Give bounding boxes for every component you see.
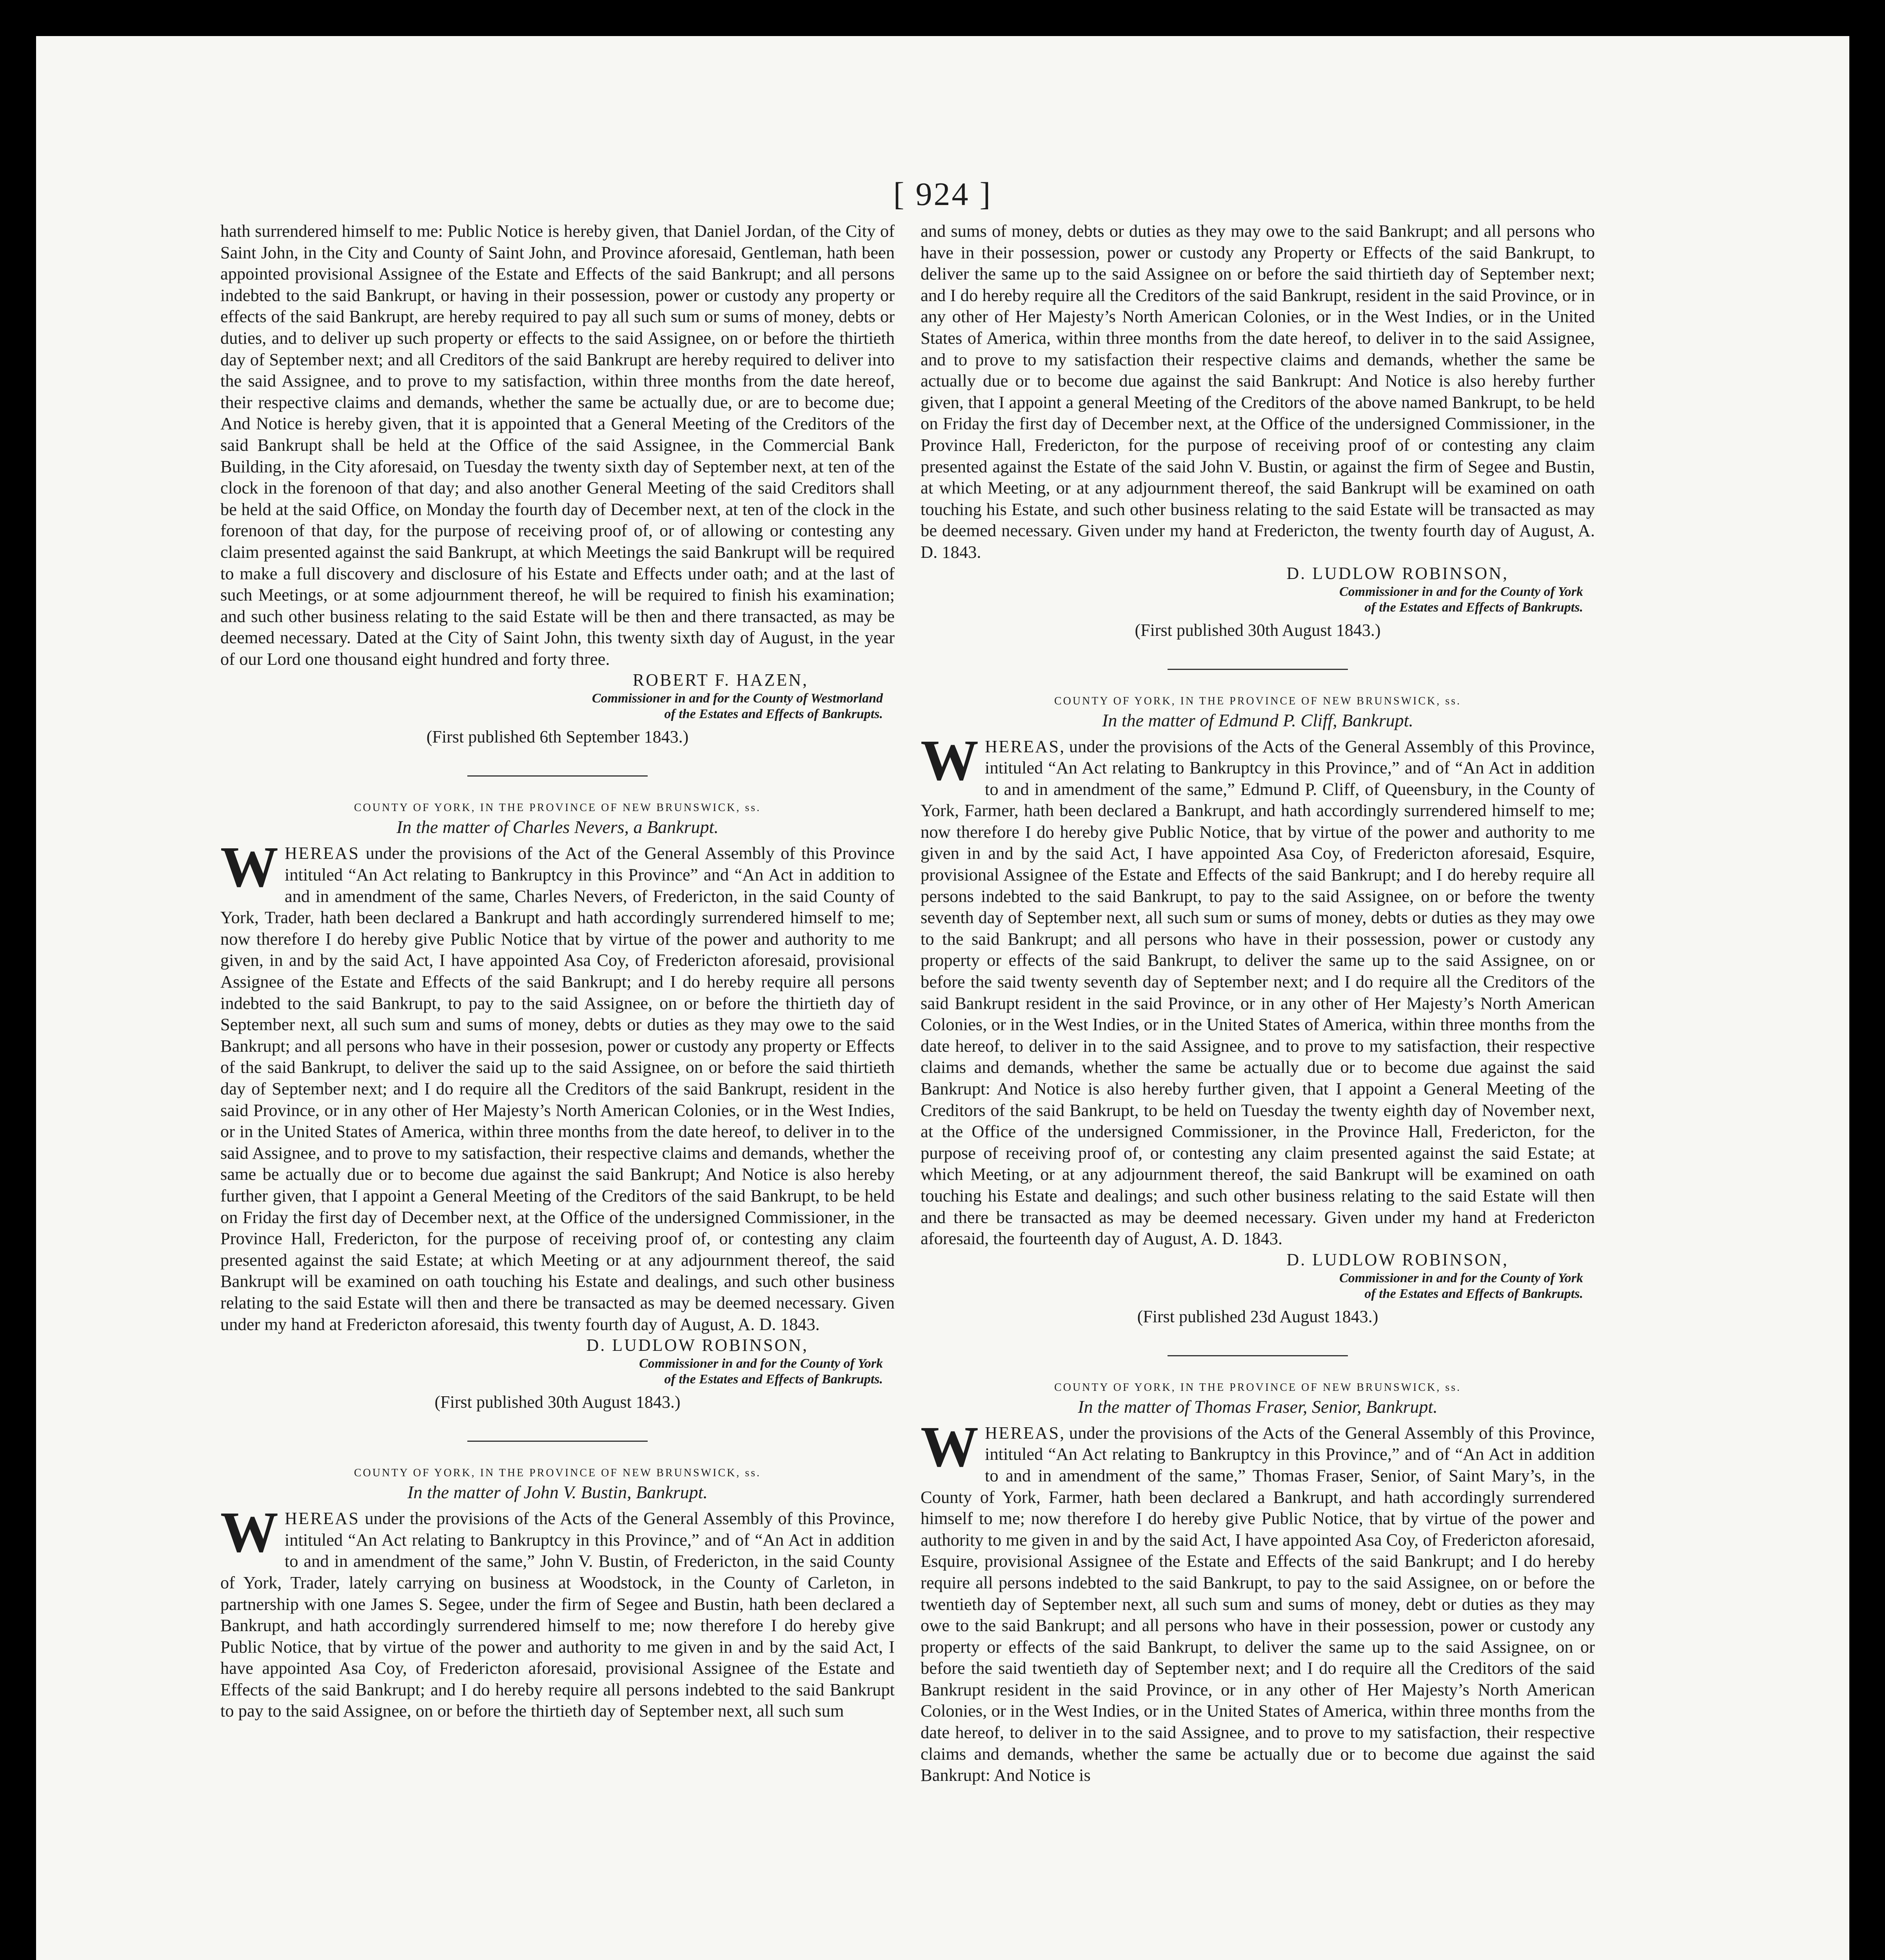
bustin-title-line2: of the Estates and Effects of Bankrupts. xyxy=(1364,600,1583,615)
fraser-notice-text: , under the provisions of the Acts of the General Assembly of this Province, intituled “An Act relating to Bankruptcy in this Province,” and of “An Act in addition to and in amendment of the same,” Thomas Fraser, Senior, of Saint Mary’s, in the County of York, Farmer, hath been declared a Bankrupt, and hath accordingly surrendered himself to me; now therefore I do hereby give Public Notice, that by virtue of the power and authority to me given in and by the said Act, I have appointed Asa Coy, of Fredericton aforesaid, Esquire, provisional Assignee of the Estate and Effects of the said Bankrupt; and I do hereby require all persons indebted to the said Bankrupt, to pay to the said Assignee, on or before the twentieth day of September next, all such sum and sums of money, debt or duties as they may owe to the said Bankrupt; and all persons who have in their possession, power or custody any property or effects of the said Bankrupt, to deliver the same up to the said Assignee, on or before the said twentieth day of September next; and I do require all the Creditors of the said Bankrupt resident in the said Province, or in any other of Her Majesty’s North American Colonies, or in the West Indies, or in the United States of America, within three months from the date hereof, to deliver in to the said Assignee, and to prove to my satisfaction, their respective claims and demands, whether the same be actually due or to become due against the said Bankrupt: And Notice is xyxy=(921,1423,1595,1785)
page-number: [ 924 ] xyxy=(893,176,992,212)
cliff-signature: D. LUDLOW ROBINSON, xyxy=(1286,1250,1509,1269)
bustin-title-line1: Commissioner in and for the County of York xyxy=(1339,584,1583,599)
drop-cap: W xyxy=(220,1500,278,1565)
drop-cap: W xyxy=(220,835,278,900)
cliff-notice-text: , under the provisions of the Acts of the General Assembly of this Province, intituled “An Act relating to Bankruptcy in this Province,” and of “An Act in addition to and in amendment of the same,” Edmund P. Cliff, of Queensbury, in the County of York, Farmer, hath been declared a Bankrupt, and hath accordingly surrendered himself to me; now therefore I do hereby give Public Notice, that by virtue of the power and authority to me given in and by the said Act, I have appointed Asa Coy, of Fredericton aforesaid, Esquire, provisional Assignee of the Estate and Effects of the said Bankrupt; and I do hereby require all persons indebted to the said Bankrupt, to pay to the said Assignee, on or before the twenty seventh day of September next, all such sum or sums of money, debts or duties as they may owe to the said Bankrupt; and all persons who have in their possession, power or custody any property or effects of the said Bankrupt, to deliver the same up to the said Assignee, on or before the said twenty seventh day of September next; and I do require all the Creditors of the said Bankrupt resident in the said Province, or in any other of Her Majesty’s North American Colonies, or in the West Indies, or in the United States of America, within three months from the date hereof, to deliver in to the said Assignee, and to prove to my satisfaction, their respective claims and demands, whether the same be actually due or to become due against the said Bankrupt: And Notice is also hereby further given, that I appoint a General Meeting of the Creditors of the said Bankrupt, to be held on Tuesday the twenty eighth day of November next, at the Office of the undersigned Commissioner, in the Province Hall, Fredericton, for the purpose of receiving proof of, or contesting any claim presented against the said Estate; at which Meeting, or at any adjournment thereof, the said Bankrupt will be examined on oath touching his Estate and dealings; and such other business relating to the said Estate will then and there be transacted as may be deemed necessary. Given under my hand at Fredericton aforesaid, the fourteenth day of August, A. D. 1843. xyxy=(921,736,1595,1249)
opening-word: HEREAS xyxy=(985,736,1060,756)
divider xyxy=(1168,669,1348,670)
nevers-title-line1: Commissioner in and for the County of York xyxy=(639,1356,883,1371)
cliff-title-line2: of the Estates and Effects of Bankrupts. xyxy=(1364,1286,1583,1301)
hazen-title-line1: Commissioner in and for the County of Westmorland xyxy=(592,691,883,706)
bustin-signature: D. LUDLOW ROBINSON, xyxy=(1286,563,1509,583)
fraser-county-heading: COUNTY OF YORK, IN THE PROVINCE OF NEW BRUNSWICK, ss. xyxy=(1054,1381,1462,1394)
hazen-notice-text: hath surrendered himself to me: Public Notice is hereby given, that Daniel Jordan, of the City of Saint John, in the City and County of Saint John, and Province aforesaid, Gentleman, hath been appointed provisional Assignee of the Estate and Effects of the said Bankrupt; and all persons indebted to the said Bankrupt, or having in their possession, power or custody any property or effects of the said Bankrupt, are hereby required to pay all such sum or sums of money, debts or duties, and to deliver up such property or effects to the said Assignee, on or before the thirtieth day of September next; and all Creditors of the said Bankrupt are hereby required to deliver into the said Assignee, and to prove to my satisfaction, within three months from the date hereof, their respective claims and demands, whether the same be actually due, or are to become due; And Notice is hereby given, that it is appointed that a General Meeting of the Creditors of the said Bankrupt shall be held at the Office of the said Assignee, in the Commercial Bank Building, in the City aforesaid, on Tuesday the twenty sixth day of September next, at ten of the clock in the forenoon of that day; and also another General Meeting of the said Creditors shall be held at the said Office, on Monday the fourth day of December next, at ten of the clock in the forenoon of that day, for the purpose of receiving proof of, or of allowing or contesting any claim presented against the said Bankrupt, at which Meetings the said Bankrupt will be required to make a full discovery and disclosure of his Estate and Effects under oath; and at the last of such Meetings, or at some adjournment thereof, he will be required to finish his examination; and such other business relating to the said Estate will be then and there transacted, as may be deemed necessary. Dated at the City of Saint John, this twenty sixth day of August, in the year of our Lord one thousand eight hundred and forty three. xyxy=(220,221,895,669)
hazen-signature: ROBERT F. HAZEN, xyxy=(632,670,808,690)
divider xyxy=(1168,1355,1348,1356)
cliff-county-heading: COUNTY OF YORK, IN THE PROVINCE OF NEW BRUNSWICK, ss. xyxy=(1054,695,1462,707)
left-column xyxy=(220,220,895,1722)
bustin-notice-continued: and sums of money, debts or duties as they may owe to the said Bankrupt; and all persons who have in their possession, power or custody any Property or Effects of the said Bankrupt, to deliver the same up to the said Assignee on or before the said thirtieth day of September next; and I do hereby require all the Creditors of the said Bankrupt, resident in the said Province, or in any other of Her Majesty’s North American Colonies, or in the West Indies, or in the United States of America, within three months from the date hereof, to deliver in to the said Assignee, and to prove to my satisfaction their respective claims and demands, whether the same be actually due or to become due against the said Bankrupt: And Notice is also hereby further given, that I appoint a general Meeting of the Creditors of the above named Bankrupt, to be held on Friday the first day of December next, at the Office of the undersigned Commissioner, in the Province Hall, Fredericton, for the purpose of receiving proof of or contesting any claim presented against the Estate of the said John V. Bustin, or against the firm of Segee and Bustin, at which Meeting, or at any adjournment thereof, the said Bankrupt will be examined on oath touching his Estate, and such other business relating to the said Estate will be transacted as may be deemed necessary. Given under my hand at Fredericton, the twenty fourth day of August, A. D. 1843. xyxy=(921,221,1595,562)
fraser-matter-heading: In the matter of Thomas Fraser, Senior, Bankrupt. xyxy=(1078,1396,1438,1417)
bustin-notice xyxy=(220,1500,895,1722)
hazen-title-line2: of the Estates and Effects of Bankrupts. xyxy=(664,707,883,722)
bustin-matter-heading: In the matter of John V. Bustin, Bankrupt. xyxy=(407,1482,708,1503)
drop-cap: W xyxy=(921,728,979,793)
cliff-publication-date: (First published 23d August 1843.) xyxy=(1137,1307,1378,1326)
nevers-publication-date: (First published 30th August 1843.) xyxy=(434,1392,681,1412)
bustin-publication-date: (First published 30th August 1843.) xyxy=(1135,620,1381,640)
nevers-matter-heading: In the matter of Charles Nevers, a Bankrupt. xyxy=(396,817,719,837)
fraser-notice xyxy=(921,1414,1595,1786)
nevers-signature: D. LUDLOW ROBINSON, xyxy=(586,1336,808,1355)
opening-word: HEREAS xyxy=(285,843,360,863)
document-page xyxy=(36,36,1849,1960)
cliff-title-line1: Commissioner in and for the County of York xyxy=(1339,1270,1583,1285)
nevers-county-heading: COUNTY OF YORK, IN THE PROVINCE OF NEW BRUNSWICK, ss. xyxy=(354,802,761,814)
bustin-notice-text: under the provisions of the Acts of the General Assembly of this Province, intituled “An Act relating to Bankruptcy in this Province,” and of “An Act in addition to and in amendment of the same,” John V. Bustin, of Fredericton, in the said County of York, Trader, lately carrying on business at Woodstock, in the County of Carleton, in partnership with one James S. Segee, under the firm of Segee and Bustin, hath been declared a Bankrupt, and hath accordingly surrendered himself to me; now therefore I do hereby give Public Notice, that by virtue of the power and authority to me given in and by the said Act, I have appointed Asa Coy, of Fredericton aforesaid, provisional Assignee of the Estate and Effects of the said Bankrupt; and I do hereby require all persons indebted to the said Bankrupt to pay to the said Assignee, on or before the thirtieth day of September next, all such sum xyxy=(220,1508,895,1721)
divider xyxy=(467,1441,648,1442)
opening-word: HEREAS xyxy=(285,1508,360,1528)
cliff-notice xyxy=(921,728,1595,1249)
nevers-notice-text: under the provisions of the Act of the General Assembly of this Province intituled “An Act relating to Bankruptcy in this Province” and “An Act in addition to and in amendment of the same, Charles Nevers, of Fredericton, in the said County of York, Trader, hath been declared a Bankrupt and hath accordingly surrendered himself to me; now therefore I do hereby give Public Notice that by virtue of the power and authority to me given, in and by the said Act, I have appointed Asa Coy, of Fredericton aforesaid, provisional Assignee of the Estate and Effects of the said Bankrupt; and I do hereby require all persons indebted to the said Bankrupt, to pay to the said Assignee, on or before the thirtieth day of September next, all such sum and sums of money, debts or duties as they may owe to the said Bankrupt; and all persons who have in their possesion, power or custody any property or Effects of the said Bankrupt, to deliver the said up to the said Assignee, on or before the said thirtieth day of September next; and I do require all the Creditors of the said Bankrupt, resident in the said Province, or in any other of Her Majesty’s North American Colonies, or in the West Indies, or in the United States of America, within three months from the date hereof, to deliver in to the said Assignee, and to prove to my satisfaction, their respective claims and demands, whether the same be actually due or to become due against the said Bankrupt; And Notice is also hereby further given, that I appoint a General Meeting of the Creditors of the said Bankrupt, to be held on Friday the first day of December next, at the Office of the undersigned Commissioner, in the Province Hall, Fredericton, for the purpose of receiving proof of, or contesting any claim presented against the said Estate; at which Meeting or at any adjournment thereof, the said Bankrupt will be examined on oath touching his Estate and dealings, and such other business relating to the said Estate will then and there be transacted as may be deemed necessary. Given under my hand at Fredericton aforesaid, this twenty fourth day of August, A. D. 1843. xyxy=(220,843,895,1334)
nevers-title-line2: of the Estates and Effects of Bankrupts. xyxy=(664,1372,883,1387)
nevers-notice xyxy=(220,835,895,1335)
bustin-county-heading: COUNTY OF YORK, IN THE PROVINCE OF NEW BRUNSWICK, ss. xyxy=(354,1467,761,1479)
drop-cap: W xyxy=(921,1414,979,1479)
hazen-publication-date: (First published 6th September 1843.) xyxy=(426,727,689,747)
divider xyxy=(467,775,648,777)
right-column xyxy=(921,220,1595,1786)
cliff-matter-heading: In the matter of Edmund P. Cliff, Bankrupt. xyxy=(1102,710,1413,730)
opening-word: HEREAS xyxy=(985,1423,1060,1443)
